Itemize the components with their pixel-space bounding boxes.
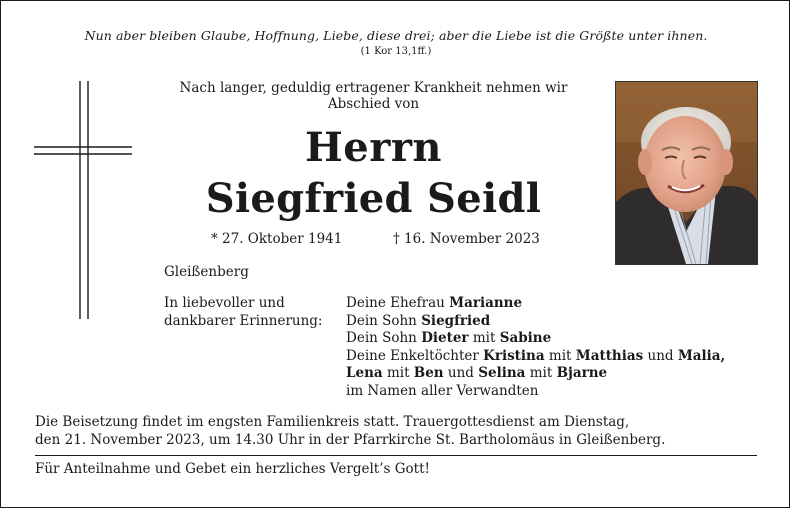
mourner-name: Ben: [413, 365, 444, 381]
remembrance-line: dankbarer Erinnerung:: [164, 312, 323, 329]
mourner-name: Matthias: [575, 347, 644, 364]
intro-text: [151, 80, 596, 112]
mourners-list: [346, 295, 725, 400]
salutation: Herrn: [305, 124, 442, 171]
verse-reference: (1 Kor 13,1ff.): [360, 46, 432, 57]
mourner-line: [346, 383, 725, 401]
mourner-line: [346, 295, 725, 313]
mourner-line: [346, 330, 725, 348]
mourner-text: mit: [468, 330, 500, 346]
deceased-name: Siegfried Seidl: [205, 175, 542, 222]
mourner-name: Kristina: [483, 347, 545, 364]
portrait-image: [616, 82, 757, 264]
mourner-name: Selina: [478, 365, 526, 381]
mourner-name: Dieter: [421, 330, 469, 346]
death-date: † 16. November 2023: [393, 231, 540, 247]
mourner-text: und: [443, 365, 479, 381]
remembrance-phrase: [164, 295, 322, 330]
mourner-name: Lena: [346, 365, 383, 381]
remembrance-line: In liebevoller und: [164, 295, 285, 311]
funeral-notice: [35, 414, 755, 449]
mourner-text: mit: [525, 365, 557, 381]
intro-line: Abschied von: [327, 96, 420, 112]
mourner-text: Dein Sohn: [346, 330, 422, 346]
cross-icon: [34, 81, 134, 321]
mourner-text: Deine Enkeltöchter: [346, 347, 484, 364]
mourner-text: und: [643, 347, 678, 364]
mourner-name: Malia,: [677, 347, 726, 364]
mourner-name: Marianne: [449, 295, 523, 311]
mourner-text: mit: [544, 347, 576, 364]
mourner-text: Dein Sohn: [346, 312, 422, 329]
birth-date: * 27. Oktober 1941: [211, 231, 343, 247]
mourner-text: im Namen aller Verwandten: [346, 382, 539, 399]
mourner-text: Deine Ehefrau: [346, 295, 450, 311]
intro-line: Nach langer, geduldig ertragener Krankheit nehmen wir: [179, 80, 568, 96]
divider: [35, 455, 757, 456]
mourner-name: Bjarne: [556, 365, 608, 381]
mourner-line: [346, 313, 725, 331]
funeral-line: Die Beisetzung findet im engsten Familienkreis statt. Trauergottesdienst am Dienstag,: [35, 414, 630, 430]
funeral-line: den 21. November 2023, um 14.30 Uhr in der Pfarrkirche St. Bartholomäus in Gleißenberg.: [35, 431, 666, 448]
mourner-line: [346, 348, 725, 366]
portrait-photo: [615, 81, 758, 265]
bible-verse: Nun aber bleiben Glaube, Hoffnung, Liebe, diese drei; aber die Liebe ist die Größte unter ihnen.: [84, 28, 708, 43]
mourner-name: Sabine: [499, 330, 552, 346]
mourner-name: Siegfried: [421, 312, 491, 329]
mourner-text: mit: [382, 365, 414, 381]
closing-thanks: Für Anteilnahme und Gebet ein herzliches Vergelt’s Gott!: [35, 461, 430, 477]
place-name: Gleißenberg: [164, 264, 249, 280]
mourner-line: [346, 365, 725, 383]
